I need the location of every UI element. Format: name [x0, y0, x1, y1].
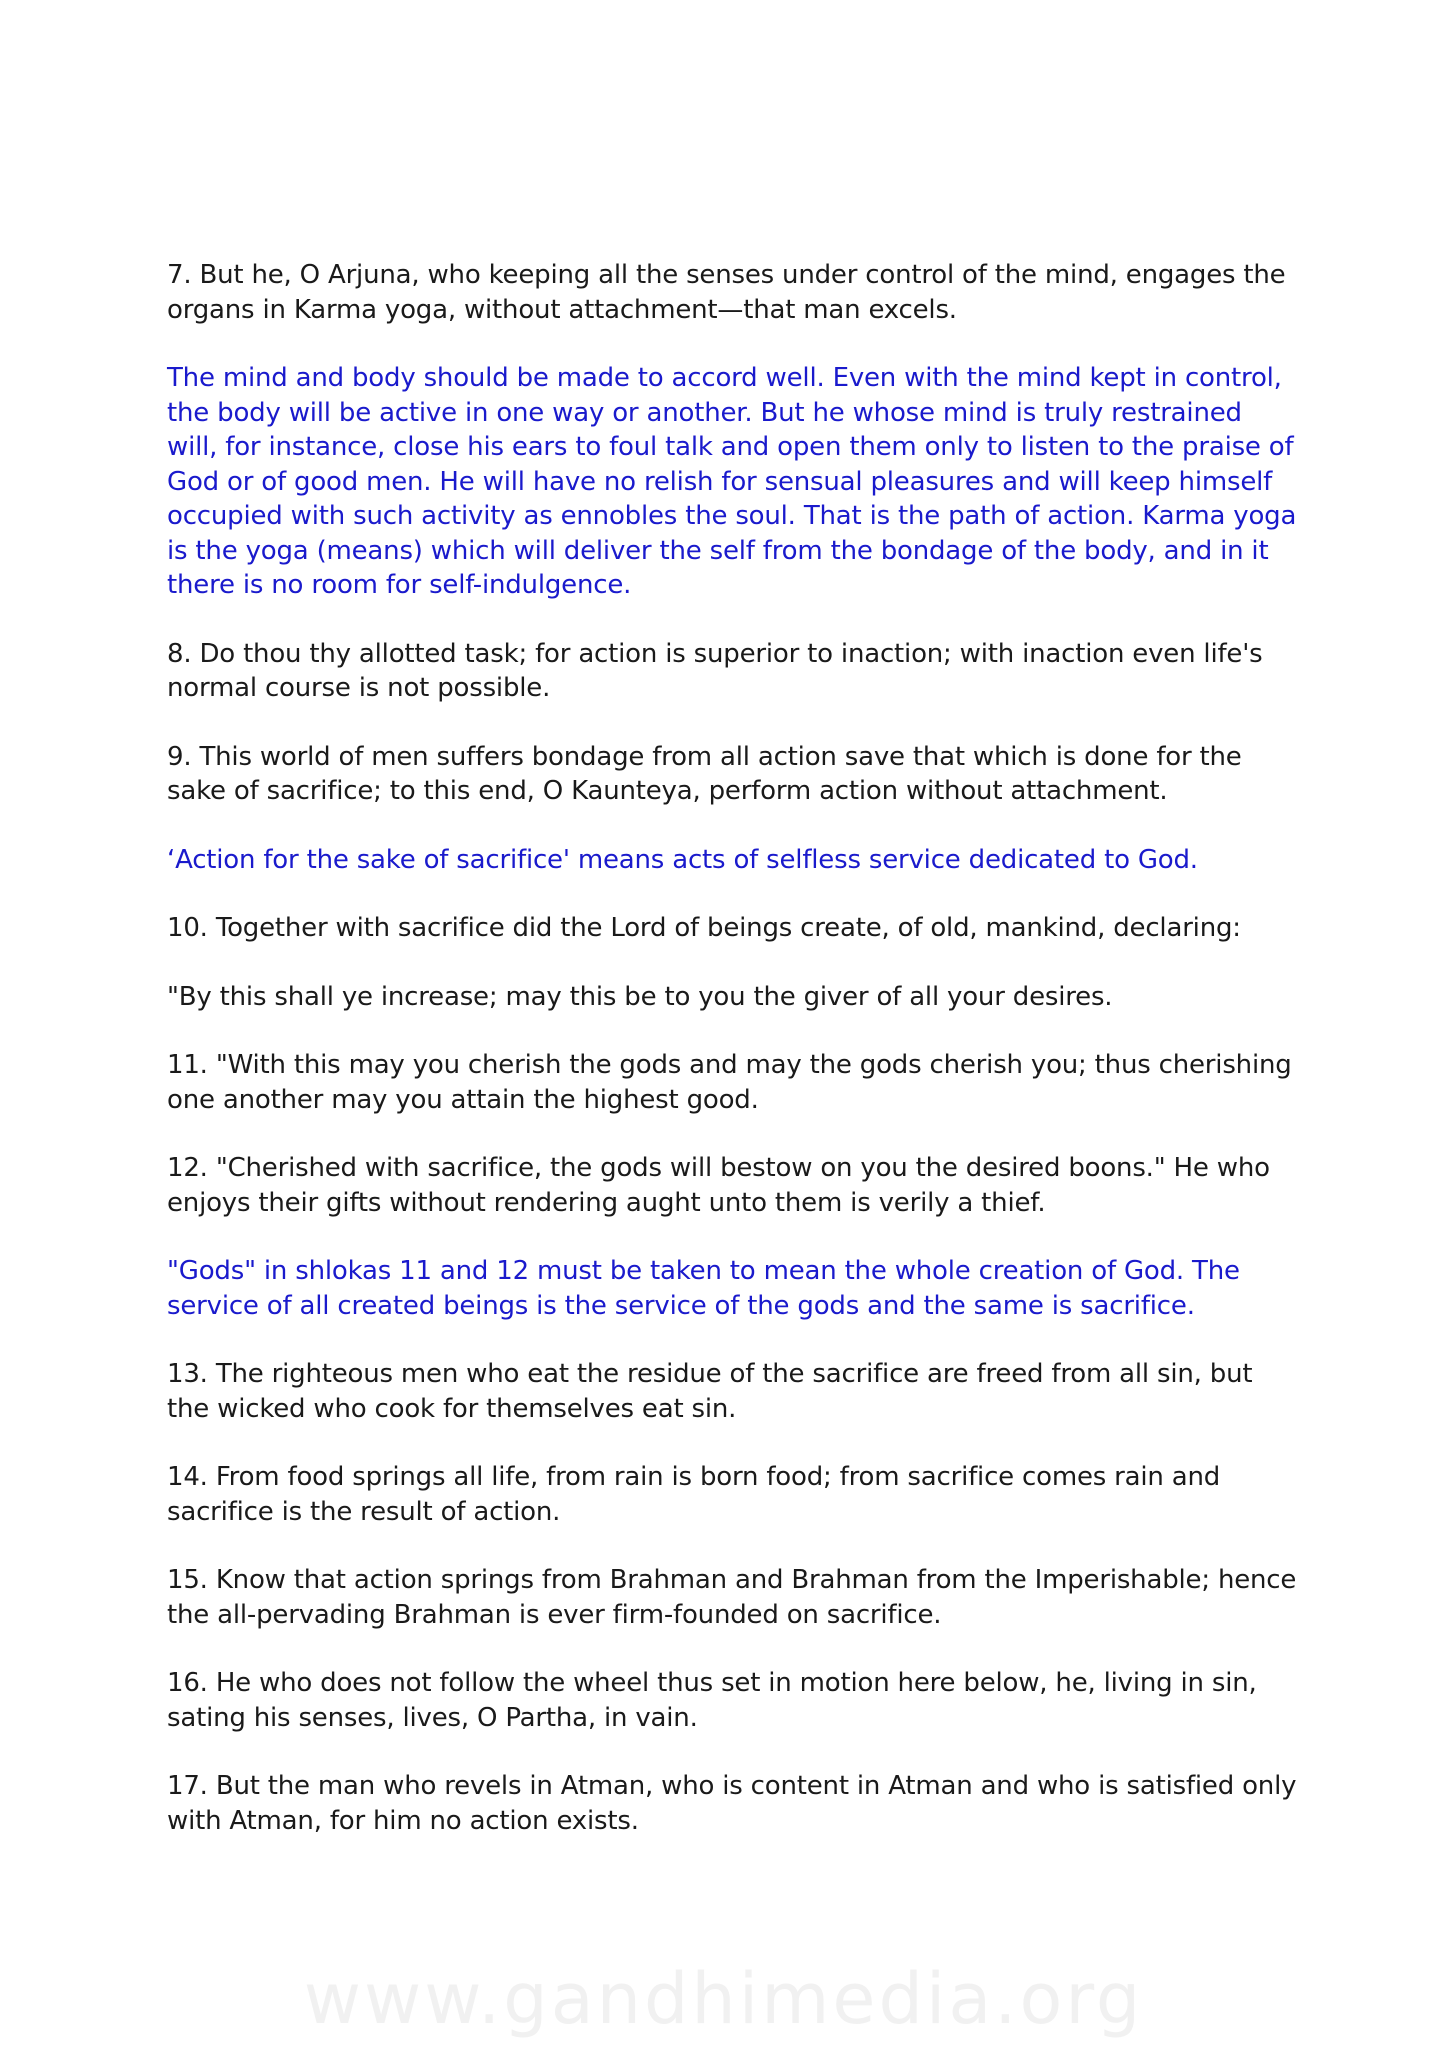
verse-17: 17. But the man who revels in Atman, who is content in Atman and who is satisfied only with Atman, for him no action exists. — [167, 1771, 1297, 1836]
verse-16: 16. He who does not follow the wheel thus set in motion here below, he, living in sin, sating his senses, lives, O Partha, in vain. — [167, 1668, 1257, 1733]
commentary-verses-11-12: "Gods" in shlokas 11 and 12 must be taken to mean the whole creation of God. The service of all created beings is the service of the gods and the same is sacrifice. — [167, 1256, 1240, 1321]
verse-9: 9. This world of men suffers bondage from all action save that which is done for the sake of sacrifice; to this end, O Kaunteya, perform action without attachment. — [167, 741, 1242, 806]
document-body — [167, 258, 1297, 1872]
commentary-verse-7: The mind and body should be made to accord well. Even with the mind kept in control, the body will be active in one way or another. But he whose mind is truly restrained will, for instance, close his ears to foul talk and open them only to listen to the praise of God or of good men. He will have no relish for sensual pleasures and will keep himself occupied with such activity as ennobles the soul. That is the path of action. Karma yoga is the yoga (means) which will deliver the self from the bondage of the body, and in it there is no room for self-indulgence. — [167, 363, 1297, 600]
verse-10-continued: "By this shall ye increase; may this be to you the giver of all your desires. — [167, 981, 1113, 1012]
verse-15: 15. Know that action springs from Brahman and Brahman from the Imperishable; hence the all-pervading Brahman is ever firm-founded on sacrifice. — [167, 1565, 1297, 1630]
verse-12: 12. "Cherished with sacrifice, the gods will bestow on you the desired boons." He who enjoys their gifts without rendering aught unto them is verily a thief. — [167, 1153, 1270, 1218]
verse-14: 14. From food springs all life, from rain is born food; from sacrifice comes rain and sacrifice is the result of action. — [167, 1462, 1221, 1527]
verse-8: 8. Do thou thy allotted task; for action is superior to inaction; with inaction even life's normal course is not possible. — [167, 638, 1263, 703]
verse-7: 7. But he, O Arjuna, who keeping all the senses under control of the mind, engages the organs in Karma yoga, without attachment—that man excels. — [167, 260, 1286, 325]
verse-11: 11. "With this may you cherish the gods and may the gods cherish you; thus cherishing one another may you attain the highest good. — [167, 1050, 1292, 1115]
watermark: www.gandhimedia.org — [303, 1958, 1144, 2040]
verse-13: 13. The righteous men who eat the residue of the sacrifice are freed from all sin, but the wicked who cook for themselves eat sin. — [167, 1359, 1253, 1424]
verse-10: 10. Together with sacrifice did the Lord of beings create, of old, mankind, declaring: — [167, 913, 1241, 943]
commentary-verse-9: ‘Action for the sake of sacrifice' means acts of selfless service dedicated to God. — [167, 844, 1198, 875]
